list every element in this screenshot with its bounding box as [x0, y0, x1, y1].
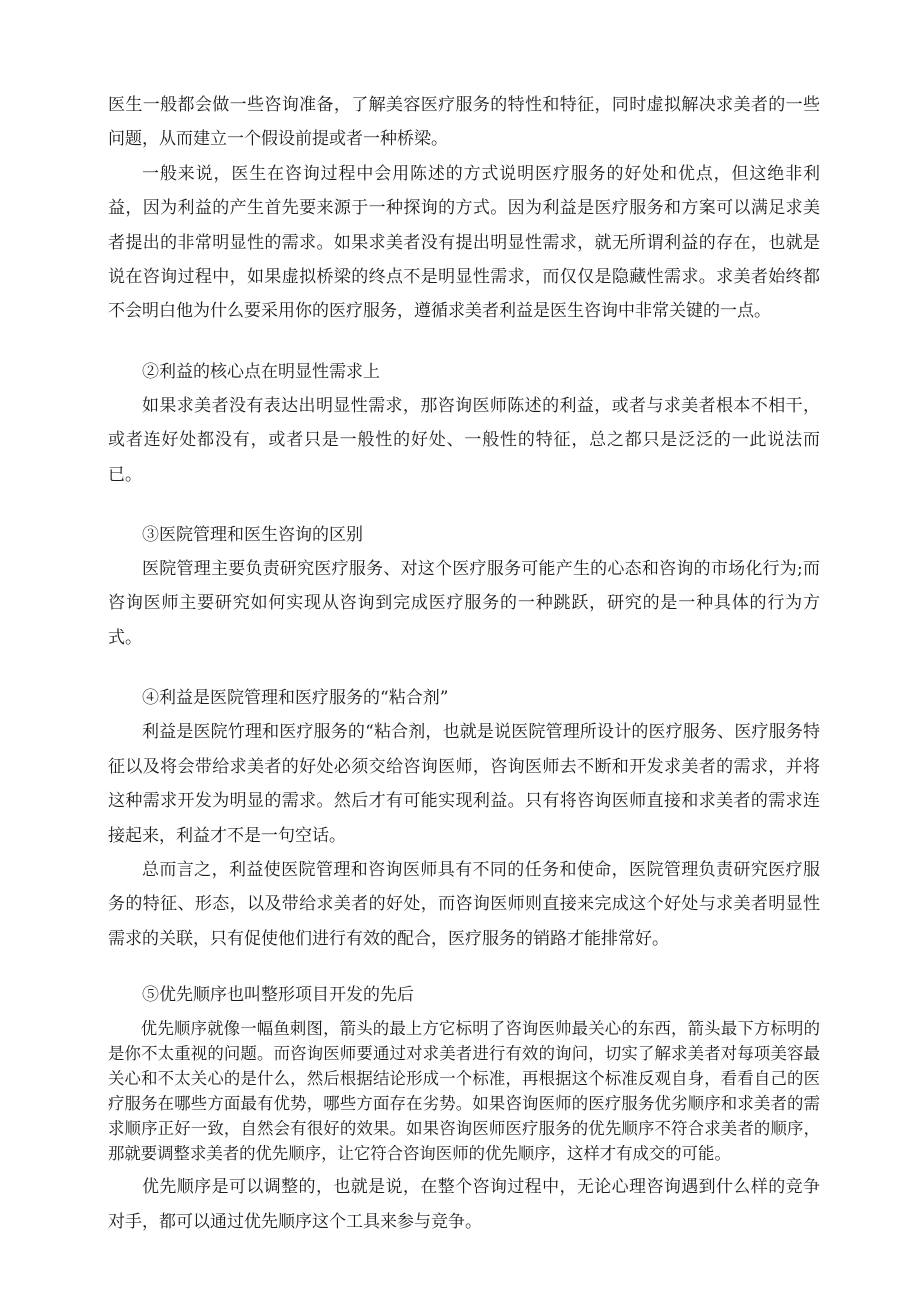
section-5-heading: ⑤优先顺序也叫整形项目开发的先后 [142, 985, 414, 1006]
section-4-paragraph-2: 总而言之，利益使医院管理和咨询医师具有不同的任务和使命，医院管理负责研究医疗服务的特征、形态，以及带给求美者的好处，而咨询医师则直接来完成这个好处与求美者明显性需求的关联，只有促使他们进行有效的配合，医疗服务的销路才能排常好。 [108, 859, 820, 949]
section-4 [108, 681, 820, 956]
section-5 [108, 978, 820, 1239]
section-3 [108, 518, 820, 655]
section-4-heading: ④利益是医院管理和医疗服务的“粘合剂” [142, 688, 449, 709]
section-2-paragraph-1: 如果求美者没有表达出明显性需求，那咨询医师陈述的利益，或者与求美者根本不相干，或者连好处都没有，或者只是一般性的好处、一般性的特征，总之都只是泛泛的一此说法而已。 [108, 395, 820, 485]
section-2 [108, 355, 820, 492]
document-page [108, 88, 820, 1239]
section-5-paragraph-1: 优先顺序就像一幅鱼刺图，箭头的最上方它标明了咨询医帅最关心的东西，箭头最下方标明的是你不太重视的问题。而咨询医师要通过对求美者进行有效的询问，切实了解求美者对每项美容最关心和不太关心的是什么，然后根据结论形成一个标准，再根据这个标准反观自身，看看自己的医疗服务在哪些方面最有优势，哪些方面存在劣势。如果咨询医师的医疗服务优劣顺序和求美者的需求顺序正好一致，自然会有很好的效果。如果咨询医师医疗服务的优先顺序不符合求美者的顺序，那就要调整求美者的优先顺序，让它符合咨询医师的优先顺序，这样才有成交的可能。 [108, 1019, 820, 1164]
section-gap [108, 655, 820, 681]
intro-paragraph-2: 一般来说，医生在咨询过程中会用陈述的方式说明医疗服务的好处和优点，但这绝非利益，因为利益的产生首先要来源于一种探询的方式。因为利益是医疗服务和方案可以满足求美者提出的非常明显性的需求。如果求美者没有提出明显性需求，就无所谓利益的存在，也就是说在咨询过程中，如果虚拟桥梁的终点不是明显性需求，而仅仅是隐藏性需求。求美者始终都不会明白他为什么要采用你的医疗服务，遵循求美者利益是医生咨询中非常关键的一点。 [108, 163, 820, 322]
intro-paragraph-1: 医生一般都会做一些咨询准备，了解美容医疗服务的特性和特征，同时虚拟解决求美者的一些问题，从而建立一个假设前提或者一种桥梁。 [108, 95, 820, 150]
section-4-paragraph-1: 利益是医院竹理和医疗服务的“粘合剂，也就是说医院管理所设计的医疗服务、医疗服务特征以及将会带给求美者的好处必须交给咨询医师，咨询医师去不断和开发求美者的需求，并将这种需求开发为明显的需求。然后才有可能实现利益。只有将咨询医师直接和求美者的需求连接起来，利益才不是一句空话。 [108, 722, 820, 846]
section-2-heading: ②利益的核心点在明显性需求上 [142, 361, 380, 382]
section-gap [108, 329, 820, 355]
section-gap [108, 492, 820, 518]
section-5-paragraph-2: 优先顺序是可以调整的，也就是说，在整个咨询过程中，无论心理咨询遇到什么样的竞争对手，都可以通过优先顺序这个工具来参与竞争。 [108, 1177, 820, 1232]
section-gap [108, 956, 820, 978]
section-3-heading: ③医院管理和医生咨询的区别 [142, 525, 363, 546]
section-3-paragraph-1: 医院管理主要负责研究医疗服务、对这个医疗服务可能产生的心态和咨询的市场化行为;而咨询医师主要研究如何实现从咨询到完成医疗服务的一种跳跃，研究的是一种具体的行为方式。 [108, 559, 820, 648]
